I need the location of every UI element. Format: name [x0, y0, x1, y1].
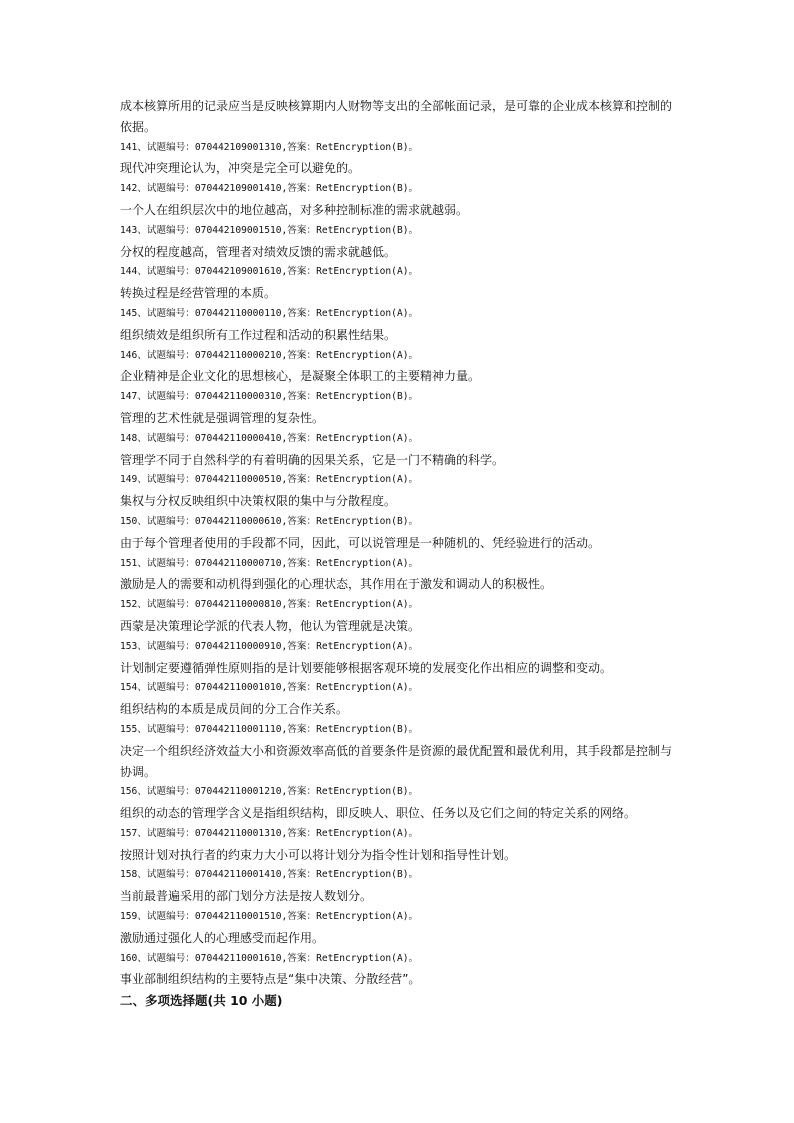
question-meta: 146、试题编号：070442110000210,答案：RetEncryption(A)。 [120, 349, 419, 361]
question-meta: 152、试题编号：070442110000810,答案：RetEncryption(A)。 [120, 599, 419, 611]
question-text: 组织绩效是组织所有工作过程和活动的积累性结果。 [120, 327, 397, 342]
question-text: 企业精神是企业文化的思想核心，是凝聚全体职工的主要精神力量。 [120, 369, 481, 384]
question-meta: 142、试题编号：070442109001410,答案：RetEncryption(B)。 [120, 183, 419, 195]
question-text: 按照计划对执行者的约束力大小可以将计划分为指令性计划和指导性计划。 [120, 847, 517, 862]
question-text: 决定一个组织经济效益大小和资源效率高低的首要条件是资源的最优配置和最优利用，其手段都是控制与协调。 [120, 743, 673, 779]
question-meta: 151、试题编号：070442110000710,答案：RetEncryption(A)。 [120, 557, 419, 569]
question-meta: 157、试题编号：070442110001310,答案：RetEncryption(A)。 [120, 827, 419, 839]
question-text: 当前最普遍采用的部门划分方法是按人数划分。 [120, 889, 373, 904]
question-text: 计划制定要遵循弹性原则指的是计划要能够根据客观环境的发展变化作出相应的调整和变动。 [120, 660, 613, 675]
question-meta: 149、试题编号：070442110000510,答案：RetEncryption(A)。 [120, 474, 419, 486]
question-meta: 153、试题编号：070442110000910,答案：RetEncryption(A)。 [120, 640, 419, 652]
question-meta: 147、试题编号：070442110000310,答案：RetEncryption(B)。 [120, 391, 419, 403]
question-text: 组织结构的本质是成员间的分工合作关系。 [120, 702, 349, 717]
question-text: 西蒙是决策理论学派的代表人物，他认为管理就是决策。 [120, 618, 421, 633]
question-meta: 150、试题编号：070442110000610,答案：RetEncryption(B)。 [120, 515, 419, 527]
question-text: 事业部制组织结构的主要特点是“集中决策、分散经营”。 [120, 972, 421, 987]
question-meta: 154、试题编号：070442110001010,答案：RetEncryption(A)。 [120, 682, 419, 694]
question-meta: 144、试题编号：070442109001610,答案：RetEncryption(A)。 [120, 266, 419, 278]
question-meta: 158、试题编号：070442110001410,答案：RetEncryption(B)。 [120, 869, 419, 881]
question-meta: 145、试题编号：070442110000110,答案：RetEncryption(A)。 [120, 307, 419, 319]
question-text: 集权与分权反映组织中决策权限的集中与分散程度。 [120, 494, 397, 509]
question-meta: 159、试题编号：070442110001510,答案：RetEncryption(A)。 [120, 911, 419, 923]
section-title: 二、多项选择题(共 10 小题) [120, 993, 283, 1009]
question-text: 管理学不同于自然科学的有着明确的因果关系，它是一门不精确的科学。 [120, 452, 505, 467]
question-text: 激励是人的需要和动机得到强化的心理状态，其作用在于激发和调动人的积极性。 [120, 577, 553, 592]
question-meta: 155、试题编号：070442110001110,答案：RetEncryption(B)。 [120, 723, 419, 735]
question-meta: 143、试题编号：070442109001510,答案：RetEncryption(B)。 [120, 224, 419, 236]
document-page [120, 96, 680, 1011]
question-text: 组织的动态的管理学含义是指组织结构，即反映人、职位、任务以及它们之间的特定关系的网络。 [120, 806, 637, 821]
question-text: 分权的程度越高，管理者对绩效反馈的需求就越低。 [120, 244, 397, 259]
question-text: 成本核算所用的记录应当是反映核算期内人财物等支出的全部帐面记录，是可靠的企业成本核算和控制的依据。 [120, 99, 673, 134]
question-text: 由于每个管理者使用的手段都不同，因此，可以说管理是一种随机的、凭经验进行的活动。 [120, 535, 601, 550]
question-text: 转换过程是经营管理的本质。 [120, 286, 277, 301]
question-meta: 160、试题编号：070442110001610,答案：RetEncryption(A)。 [120, 952, 419, 964]
question-text: 现代冲突理论认为，冲突是完全可以避免的。 [120, 161, 361, 176]
question-meta: 141、试题编号：070442109001310,答案：RetEncryption(B)。 [120, 141, 419, 153]
question-text: 激励通过强化人的心理感受而起作用。 [120, 930, 325, 945]
question-text: 一个人在组织层次中的地位越高，对多种控制标准的需求就越弱。 [120, 202, 469, 217]
question-text: 管理的艺术性就是强调管理的复杂性。 [120, 410, 325, 425]
question-meta: 148、试题编号：070442110000410,答案：RetEncryption(A)。 [120, 432, 419, 444]
question-meta: 156、试题编号：070442110001210,答案：RetEncryption(B)。 [120, 786, 419, 798]
